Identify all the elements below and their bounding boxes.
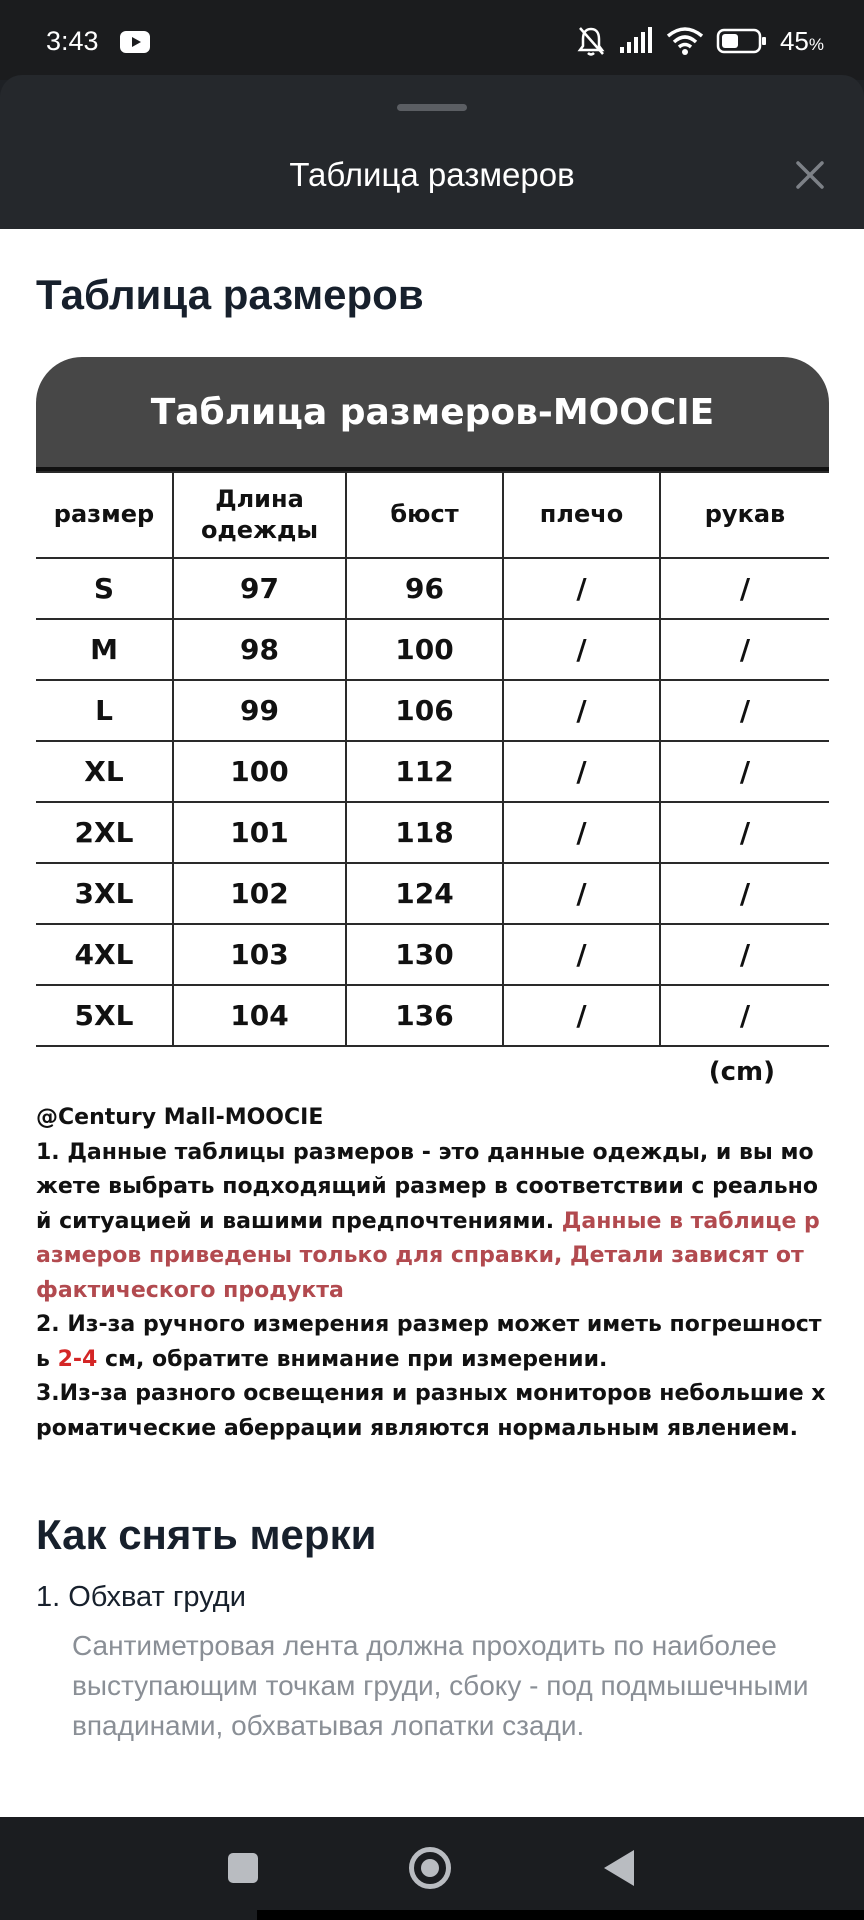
- header-size: размер: [36, 472, 173, 558]
- cell-shoulder: /: [503, 680, 660, 741]
- sheet-header: [0, 75, 864, 229]
- measure-item-title: 1. Обхват груди: [36, 1581, 246, 1613]
- cell-length: 101: [173, 802, 346, 863]
- chart-banner: Таблица размеров-MOOCIE: [36, 357, 829, 471]
- wifi-icon: [666, 26, 704, 56]
- header-sleeve: рукав: [660, 472, 829, 558]
- table-row: [36, 680, 829, 741]
- size-chart-title: Таблица размеров: [36, 271, 424, 318]
- note-1: 1. Данные таблицы размеров - это данные одежды, и вы можете выбрать подходящий размер в соответствии с реальной ситуацией и вашими предпочтениями. Данные в таблице размеров приведены только для справки, Детали зависят от фактического продукта: [36, 1139, 820, 1303]
- cell-sleeve: /: [660, 924, 829, 985]
- bell-off-icon: [576, 25, 606, 57]
- table-row: [36, 558, 829, 619]
- table-row: [36, 619, 829, 680]
- youtube-icon: [120, 31, 150, 53]
- cell-sleeve: /: [660, 680, 829, 741]
- cell-shoulder: /: [503, 985, 660, 1046]
- cell-bust: 106: [346, 680, 503, 741]
- cell-sleeve: /: [660, 985, 829, 1046]
- header-shoulder: плечо: [503, 472, 660, 558]
- size-table: [36, 471, 829, 1047]
- status-time: 3:43: [46, 26, 99, 56]
- note-1-highlight: Данные в таблице размеров приведены только для справки, Детали зависят от фактического продукта: [36, 1208, 820, 1303]
- drag-handle[interactable]: [397, 104, 467, 111]
- cell-bust: 100: [346, 619, 503, 680]
- cell-length: 104: [173, 985, 346, 1046]
- cell-length: 102: [173, 863, 346, 924]
- cell-size: L: [36, 680, 173, 741]
- table-row: [36, 802, 829, 863]
- cell-bust: 112: [346, 741, 503, 802]
- status-bar: [0, 0, 864, 80]
- note-2: 2. Из-за ручного измерения размер может иметь погрешность 2-4 см, обратите внимание при измерении.: [36, 1312, 822, 1372]
- cell-size: 2XL: [36, 802, 173, 863]
- header-bust: бюст: [346, 472, 503, 558]
- sheet-title: Таблица размеров: [289, 156, 575, 193]
- cell-sleeve: /: [660, 619, 829, 680]
- unit-note: (cm): [708, 1057, 775, 1087]
- cell-size: M: [36, 619, 173, 680]
- back-icon[interactable]: [604, 1850, 634, 1886]
- list-item: [36, 1581, 826, 1746]
- cell-shoulder: /: [503, 863, 660, 924]
- header-length: Длина одежды: [173, 472, 346, 558]
- cell-sleeve: /: [660, 863, 829, 924]
- cell-bust: 124: [346, 863, 503, 924]
- battery-percentage: 45%: [779, 25, 824, 56]
- note-2-highlight: 2-4: [57, 1346, 98, 1372]
- table-header-row: [36, 472, 829, 558]
- cell-shoulder: /: [503, 802, 660, 863]
- status-icons: [576, 24, 824, 58]
- home-icon[interactable]: [409, 1847, 451, 1889]
- sheet-content[interactable]: [0, 229, 864, 1817]
- cell-shoulder: /: [503, 741, 660, 802]
- cell-size: 5XL: [36, 985, 173, 1046]
- signal-icon: [618, 27, 654, 55]
- measure-item-description: Сантиметровая лента должна проходить по наиболее выступающим точкам груди, сбоку - под подмышечными впадинами, обхватывая лопатки сзади.: [72, 1630, 809, 1741]
- note-3: 3.Из-за разного освещения и разных мониторов небольшие хроматические аберрации являются нормальным явлением.: [36, 1381, 826, 1441]
- cell-size: 3XL: [36, 863, 173, 924]
- cell-size: 4XL: [36, 924, 173, 985]
- cell-shoulder: /: [503, 619, 660, 680]
- cell-length: 98: [173, 619, 346, 680]
- measure-list: [36, 1581, 826, 1746]
- cell-bust: 118: [346, 802, 503, 863]
- cell-bust: 96: [346, 558, 503, 619]
- brand-note: @Century Mall-MOOCIE: [36, 1105, 324, 1130]
- home-indicator: [257, 1910, 864, 1920]
- battery-icon: [716, 28, 768, 54]
- cell-shoulder: /: [503, 558, 660, 619]
- cell-length: 97: [173, 558, 346, 619]
- cell-shoulder: /: [503, 924, 660, 985]
- size-chart-image: [36, 357, 829, 1446]
- cell-sleeve: /: [660, 802, 829, 863]
- cell-size: S: [36, 558, 173, 619]
- close-icon[interactable]: [790, 155, 830, 195]
- navigation-bar: [0, 1817, 864, 1920]
- table-row: [36, 741, 829, 802]
- cell-length: 100: [173, 741, 346, 802]
- measure-section-title: Как снять мерки: [36, 1511, 377, 1558]
- recent-apps-icon[interactable]: [228, 1853, 258, 1883]
- chart-notes: [36, 1101, 829, 1446]
- cell-length: 103: [173, 924, 346, 985]
- cell-size: XL: [36, 741, 173, 802]
- table-row: [36, 924, 829, 985]
- cell-sleeve: /: [660, 741, 829, 802]
- cell-length: 99: [173, 680, 346, 741]
- cell-bust: 136: [346, 985, 503, 1046]
- cell-bust: 130: [346, 924, 503, 985]
- cell-sleeve: /: [660, 558, 829, 619]
- table-row: [36, 985, 829, 1046]
- table-row: [36, 863, 829, 924]
